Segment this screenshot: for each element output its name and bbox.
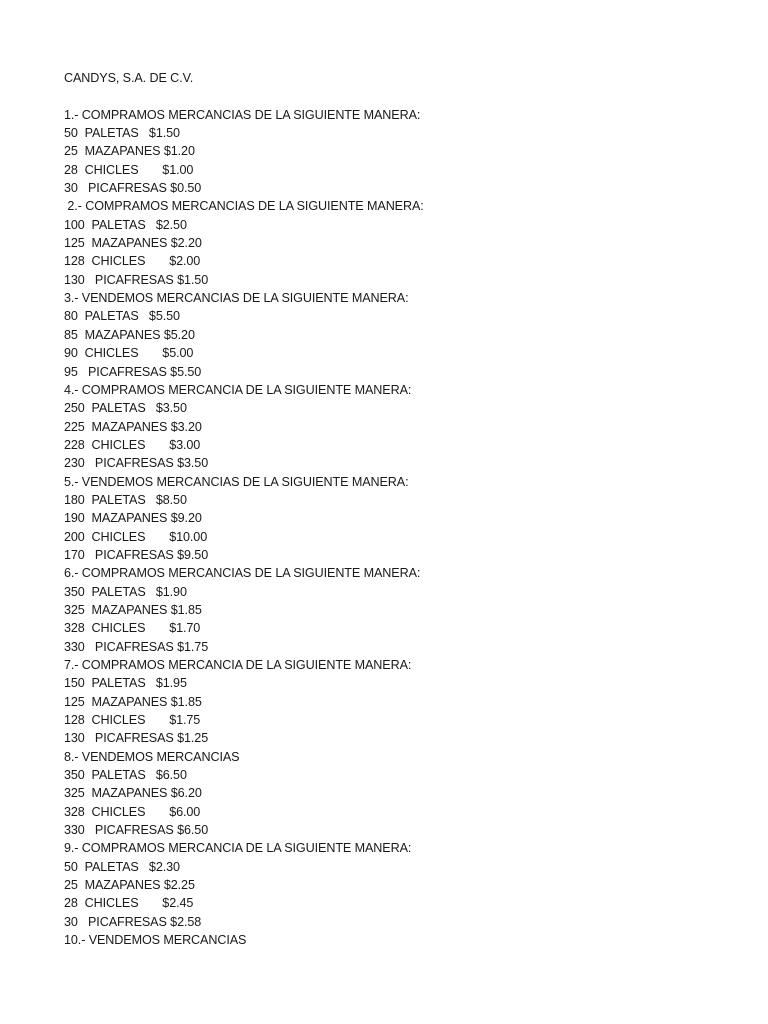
doc-line: 7.- COMPRAMOS MERCANCIA DE LA SIGUIENTE MANERA: [64, 658, 412, 672]
doc-line: 330 PICAFRESAS $6.50 [64, 823, 209, 838]
doc-line: 190 MAZAPANES $9.20 [64, 511, 202, 526]
document-body [64, 69, 724, 950]
doc-line: 150 PALETAS $1.95 [64, 676, 187, 691]
doc-line: 325 MAZAPANES $1.85 [64, 602, 202, 617]
document-lines [64, 106, 724, 950]
doc-line: 3.- VENDEMOS MERCANCIAS DE LA SIGUIENTE MANERA: [64, 291, 409, 306]
doc-line: 228 CHICLES $3.00 [64, 437, 201, 452]
doc-line: 328 CHICLES $6.00 [64, 804, 201, 819]
doc-line: 170 PICAFRESAS $9.50 [64, 547, 209, 562]
doc-line: 330 PICAFRESAS $1.75 [64, 639, 209, 654]
doc-line: 30 PICAFRESAS $2.58 [64, 914, 202, 929]
doc-line: 25 MAZAPANES $2.25 [64, 878, 195, 893]
doc-line: 350 PALETAS $1.90 [64, 584, 187, 599]
doc-line: 125 MAZAPANES $2.20 [64, 236, 202, 251]
doc-line: 5.- VENDEMOS MERCANCIAS DE LA SIGUIENTE MANERA: [64, 474, 409, 489]
doc-line: 10.- VENDEMOS MERCANCIAS [64, 933, 247, 948]
doc-line: 30 PICAFRESAS $0.50 [64, 181, 202, 196]
doc-line: 85 MAZAPANES $5.20 [64, 327, 195, 342]
doc-line: 95 PICAFRESAS $5.50 [64, 364, 202, 379]
doc-line: 128 CHICLES $1.75 [64, 713, 201, 728]
doc-line: 80 PALETAS $5.50 [64, 309, 180, 324]
doc-line: 8.- VENDEMOS MERCANCIAS [64, 749, 240, 764]
doc-line: 200 CHICLES $10.00 [64, 529, 208, 544]
doc-line: 325 MAZAPANES $6.20 [64, 786, 202, 801]
doc-line: 28 CHICLES $1.00 [64, 162, 194, 177]
doc-line: 25 MAZAPANES $1.20 [64, 144, 195, 159]
doc-line: 4.- COMPRAMOS MERCANCIA DE LA SIGUIENTE MANERA: [64, 382, 412, 397]
doc-line: 50 PALETAS $1.50 [64, 126, 180, 141]
doc-line: 2.- COMPRAMOS MERCANCIAS DE LA SIGUIENTE MANERA: [64, 199, 424, 214]
doc-line: 100 PALETAS $2.50 [64, 217, 187, 232]
doc-line: 130 PICAFRESAS $1.25 [64, 731, 209, 746]
document-title: CANDYS, S.A. DE C.V. [64, 71, 194, 85]
doc-line: 328 CHICLES $1.70 [64, 621, 201, 636]
doc-line: 250 PALETAS $3.50 [64, 401, 187, 416]
doc-line: 28 CHICLES $2.45 [64, 896, 194, 911]
doc-line: 1.- COMPRAMOS MERCANCIAS DE LA SIGUIENTE MANERA: [64, 107, 421, 122]
doc-line: 125 MAZAPANES $1.85 [64, 694, 202, 709]
doc-line: 128 CHICLES $2.00 [64, 254, 201, 269]
doc-line: 90 CHICLES $5.00 [64, 346, 194, 361]
doc-line: 230 PICAFRESAS $3.50 [64, 456, 209, 471]
doc-line: 9.- COMPRAMOS MERCANCIA DE LA SIGUIENTE MANERA: [64, 841, 412, 856]
doc-line: 350 PALETAS $6.50 [64, 768, 187, 783]
doc-line: 130 PICAFRESAS $1.50 [64, 272, 209, 287]
doc-line: 50 PALETAS $2.30 [64, 859, 180, 874]
doc-line: 225 MAZAPANES $3.20 [64, 419, 202, 434]
doc-line: 6.- COMPRAMOS MERCANCIAS DE LA SIGUIENTE MANERA: [64, 566, 421, 581]
doc-line: 180 PALETAS $8.50 [64, 492, 187, 507]
